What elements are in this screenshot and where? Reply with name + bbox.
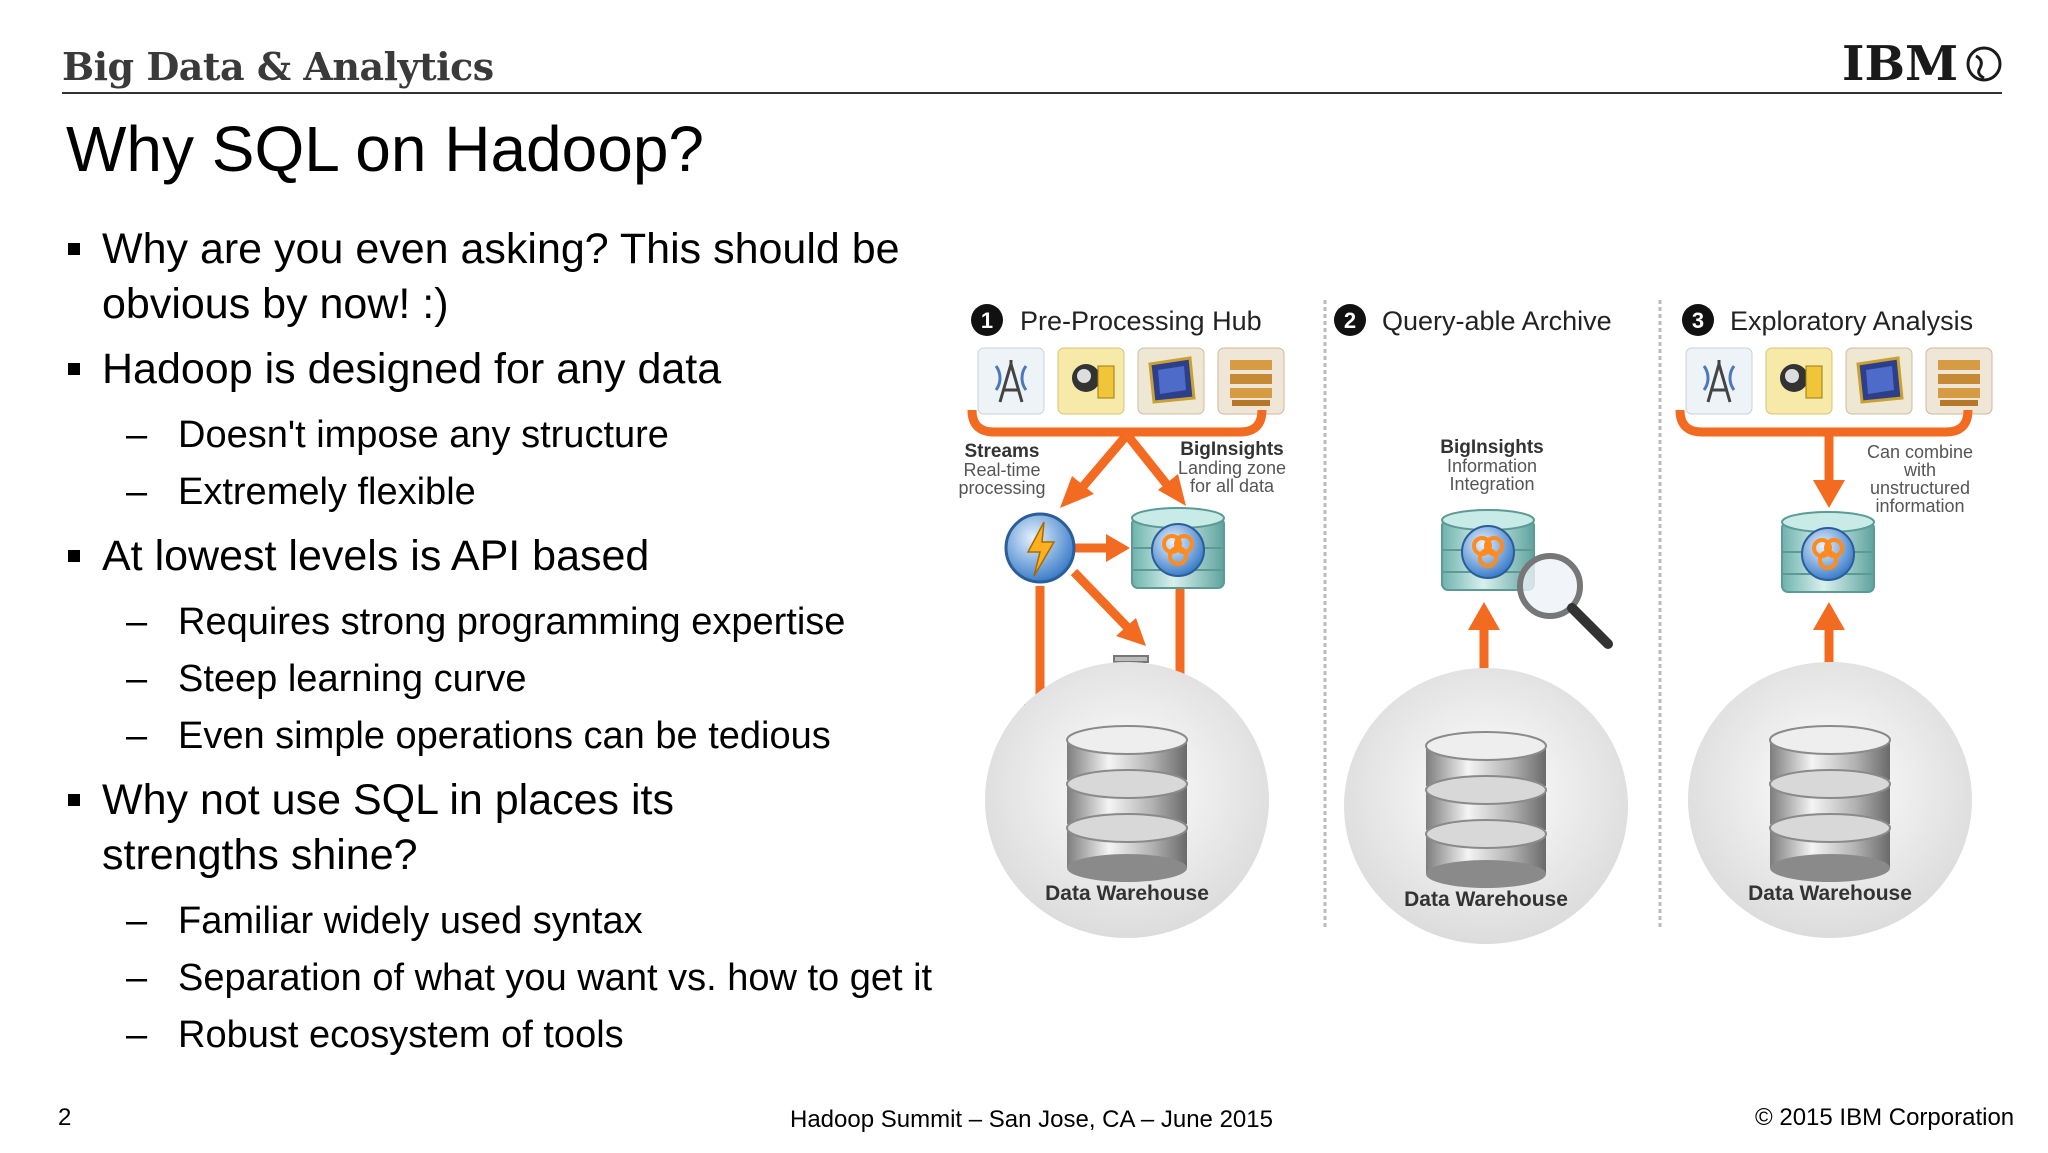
svg-text:Real-time: Real-time — [963, 460, 1041, 480]
sub-bullet: – Doesn't impose any structure — [126, 414, 669, 456]
biginsights-label — [1440, 437, 1543, 494]
bullet-group-3 — [66, 529, 1006, 765]
svg-text:Landing zone: Landing zone — [1177, 458, 1287, 478]
panel-pre-processing-hub — [958, 304, 1286, 938]
svg-text:information: information — [1875, 496, 1965, 516]
streams-engine-icon — [1006, 514, 1074, 582]
svg-text:Integration: Integration — [1449, 474, 1535, 494]
biginsights-label — [1178, 439, 1286, 496]
header-rule — [62, 92, 2002, 94]
svg-text:unstructured: unstructured — [1869, 478, 1971, 498]
header-brand: Big Data & Analytics — [62, 44, 494, 89]
bullet: Why not use SQL in places its strengths shine? — [66, 773, 1006, 883]
panel-number: 2 — [1343, 308, 1357, 333]
panel-query-able-archive — [1334, 304, 1628, 944]
panel-exploratory-analysis — [1680, 304, 1992, 938]
bullet: Hadoop is designed for any data — [66, 342, 1006, 397]
panel-title: Pre-Processing Hub — [1020, 306, 1262, 336]
page-number: 2 — [58, 1104, 72, 1131]
svg-text:Information: Information — [1446, 456, 1538, 476]
svg-text:processing: processing — [958, 478, 1046, 498]
data-warehouse-icon — [1770, 726, 1890, 882]
warehouse-label: Data Warehouse — [1045, 882, 1209, 905]
panel-title: Exploratory Analysis — [1730, 306, 1974, 336]
svg-text:Streams: Streams — [964, 441, 1040, 462]
warehouse-label: Data Warehouse — [1404, 888, 1568, 911]
ibm-logo-text: IBM — [1842, 38, 1959, 88]
panel-number: 1 — [980, 308, 994, 333]
sub-bullet: – Robust ecosystem of tools — [126, 1014, 624, 1056]
bullet-marker — [68, 794, 80, 806]
sub-bullet: – Familiar widely used syntax — [126, 900, 643, 942]
ibm-logo — [1842, 38, 2002, 88]
biginsights-hub-icon — [1132, 508, 1224, 588]
sub-bullet: – Steep learning curve — [126, 658, 527, 700]
svg-text:with: with — [1903, 460, 1937, 480]
bullet-group-4 — [66, 773, 1006, 1064]
svg-text:Can combine: Can combine — [1866, 442, 1974, 462]
data-warehouse-icon — [1426, 732, 1546, 888]
note-label — [1867, 442, 1973, 516]
bullet-marker — [68, 243, 80, 255]
magnifier-icon — [1520, 556, 1608, 644]
data-warehouse-icon — [1067, 726, 1187, 882]
sub-bullet: – Even simple operations can be tedious — [126, 715, 831, 757]
sub-bullet: – Separation of what you want vs. how to get it — [126, 957, 933, 999]
bullet-marker — [68, 363, 80, 375]
bullet: Why are you even asking? This should be obvious by now! :) — [66, 222, 1006, 332]
panel-title: Query-able Archive — [1382, 306, 1612, 336]
warehouse-label: Data Warehouse — [1748, 882, 1912, 905]
sub-bullet: – Extremely flexible — [126, 471, 476, 513]
architecture-diagram — [940, 290, 2020, 950]
sub-bullet: – Requires strong programming expertise — [126, 601, 846, 643]
svg-text:for all data: for all data — [1189, 476, 1275, 496]
bullet-group-1 — [66, 222, 1006, 332]
footer-event: Hadoop Summit – San Jose, CA – June 2015 — [790, 1106, 1273, 1133]
footer-copyright: © 2015 IBM Corporation — [1755, 1104, 2015, 1131]
bullet-marker — [68, 550, 80, 562]
bullet-group-2 — [66, 342, 1006, 521]
biginsights-hub-icon — [1782, 512, 1874, 592]
panel-number: 3 — [1691, 308, 1705, 333]
slide-title: Why SQL on Hadoop? — [66, 113, 704, 185]
svg-text:BigInsights: BigInsights — [1440, 437, 1544, 458]
bullet-list — [66, 222, 1006, 1072]
streams-label — [958, 441, 1045, 498]
globe-icon — [1968, 48, 2000, 80]
bullet: At lowest levels is API based — [66, 529, 1006, 584]
svg-text:BigInsights: BigInsights — [1180, 439, 1284, 460]
